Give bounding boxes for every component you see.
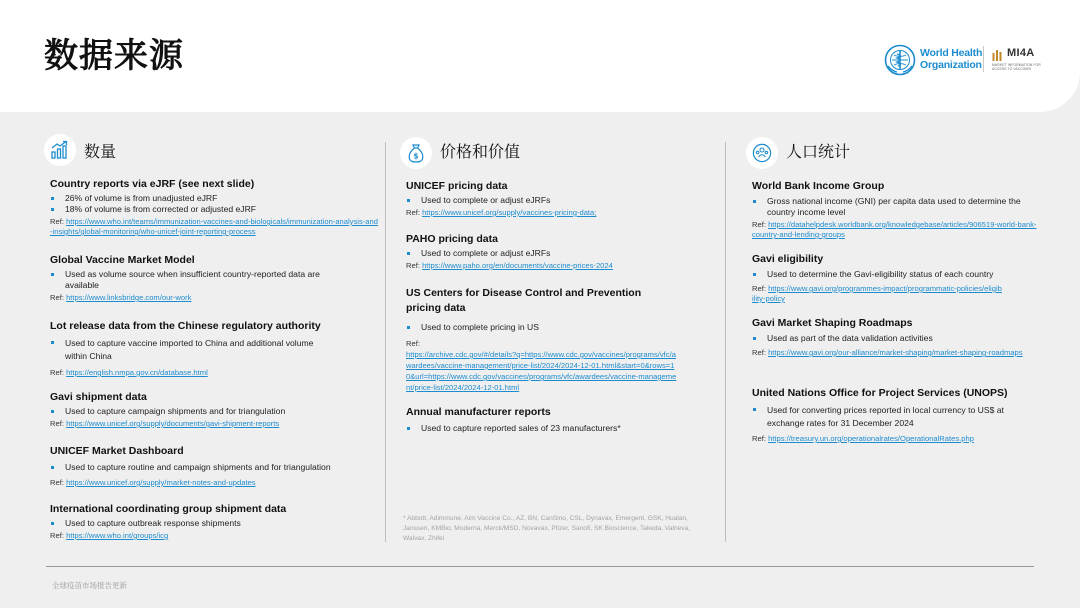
reference: Ref: https://www.unicef.org/supply/vaccines-pricing-data; bbox=[406, 208, 597, 217]
source-block bbox=[50, 253, 378, 303]
bullet-item: 18% of volume is from corrected or adjusted eJRF bbox=[50, 204, 378, 215]
mi4a-wordmark: MI4A bbox=[1007, 47, 1035, 59]
bullet-list bbox=[752, 196, 1040, 218]
bullet-list bbox=[752, 269, 1040, 280]
source-title: Country reports via eJRF (see next slide) bbox=[50, 178, 255, 190]
source-block bbox=[752, 252, 1040, 304]
reference-link[interactable]: https://www.gavi.org/programmes-impact/programmatic-policies/eligibility-policy bbox=[752, 284, 1002, 303]
bullet-list bbox=[50, 193, 378, 215]
bullet-item: 26% of volume is from unadjusted eJRF bbox=[50, 193, 378, 204]
footer-divider bbox=[46, 566, 1034, 567]
reference-link[interactable]: https://www.unicef.org/supply/documents/gavi-shipment-reports bbox=[66, 419, 280, 428]
source-title: United Nations Office for Project Services (UNOPS) bbox=[752, 387, 1008, 399]
logo-divider bbox=[983, 46, 984, 72]
reference-link[interactable]: https://www.unicef.org/supply/vaccines-pricing-data; bbox=[422, 208, 597, 217]
bullet-list bbox=[752, 333, 1040, 344]
source-block bbox=[406, 232, 706, 271]
column-title: 价格和价值 bbox=[440, 142, 521, 161]
source-title: Gavi shipment data bbox=[50, 391, 147, 403]
column-header bbox=[50, 134, 378, 170]
reference: Ref: https://www.gavi.org/our-alliance/market-shaping/market-shaping-roadmaps bbox=[752, 348, 1023, 357]
column-demographics bbox=[752, 134, 1040, 443]
mi4a-bars-icon bbox=[992, 49, 1004, 61]
who-wordmark: World Health Organization bbox=[920, 47, 983, 71]
bullet-list bbox=[406, 195, 706, 206]
svg-text:$: $ bbox=[413, 151, 419, 161]
source-title: Gavi eligibility bbox=[752, 253, 824, 265]
reference-link[interactable]: https://www.gavi.org/our-alliance/market-shaping/market-shaping-roadmaps bbox=[768, 348, 1023, 357]
bullet-item: Used to capture routine and campaign shipments and for triangulation bbox=[50, 462, 378, 473]
people-icon bbox=[746, 137, 778, 169]
source-block bbox=[50, 444, 378, 488]
mi4a-tagline: MARKET INFORMATION FOR ACCESS TO VACCINES bbox=[992, 63, 1041, 71]
source-block bbox=[50, 502, 378, 541]
source-block bbox=[752, 386, 1040, 444]
column-divider bbox=[725, 142, 726, 542]
source-title: UNICEF Market Dashboard bbox=[50, 445, 184, 457]
bullet-item: Used to complete pricing in US bbox=[406, 322, 678, 333]
source-title: PAHO pricing data bbox=[406, 233, 498, 245]
bullet-item: Used to capture reported sales of 23 manufacturers* bbox=[406, 423, 706, 434]
reference: Ref: https://www.gavi.org/programmes-impact/programmatic-policies/eligibility-policy bbox=[752, 284, 1002, 303]
bullet-item: Used to capture vaccine imported to China and additional volume within China bbox=[50, 337, 320, 363]
source-block bbox=[752, 316, 1040, 358]
bullet-list bbox=[50, 269, 320, 291]
reference-link[interactable]: https://datahelpdesk.worldbank.org/knowledgebase/articles/906519-world-bank-country-and-lending-groups bbox=[752, 220, 1037, 239]
column-volume bbox=[50, 134, 378, 540]
bullet-list bbox=[752, 404, 1040, 430]
footer-text: 全球疫苗市场报告更新 bbox=[52, 581, 127, 590]
source-title: UNICEF pricing data bbox=[406, 180, 508, 192]
column-price-value bbox=[406, 134, 706, 433]
reference: Ref: https://treasury.un.org/operationalrates/OperationalRates.php bbox=[752, 434, 974, 443]
source-block bbox=[406, 405, 706, 434]
reference: Ref: https://datahelpdesk.worldbank.org/knowledgebase/articles/906519-world-bank-country-and-lending-groups bbox=[752, 220, 1037, 239]
column-header bbox=[406, 134, 706, 170]
reference: Ref: https://english.nmpa.gov.cn/database.html bbox=[50, 368, 208, 377]
reference: Ref: https://www.who.int/groups/icg bbox=[50, 531, 169, 540]
reference-link[interactable]: https://www.who.int/teams/immunization-vaccines-and-biologicals/immunization-analysis-and-insights/global-monitoring/who-unicef-joint-reporting-process bbox=[50, 217, 378, 236]
money-bag-icon bbox=[400, 137, 432, 169]
source-title: Global Vaccine Market Model bbox=[50, 254, 195, 266]
who-emblem-icon bbox=[884, 44, 916, 76]
reference: Ref: https://www.paho.org/en/documents/vaccine-prices-2024 bbox=[406, 261, 613, 270]
reference-link[interactable]: https://www.paho.org/en/documents/vaccine-prices-2024 bbox=[422, 261, 613, 270]
bullet-item: Used for converting prices reported in local currency to US$ at exchange rates for 31 December 2024 bbox=[752, 404, 1040, 430]
bullet-list bbox=[50, 337, 320, 363]
reference-link[interactable]: https://www.linksbridge.com/our-work bbox=[66, 293, 192, 302]
source-title: Lot release data from the Chinese regulatory authority bbox=[50, 320, 321, 332]
reference-link[interactable]: https://english.nmpa.gov.cn/database.html bbox=[66, 368, 208, 377]
source-title: World Bank Income Group bbox=[752, 180, 885, 192]
reference-link[interactable]: https://archive.cdc.gov/#/details?q=https://www.cdc.gov/vaccines/programs/vfc/awardees/vaccine-management/price-list/2024/2024-12-01.html&start=0&rows=10&url=https://www.cdc.gov/vaccines/programs/vfc/awardees/vaccine-management/price-list/2024/2024-12-01.html bbox=[406, 350, 677, 392]
manufacturer-footnote: * Abbott, Adimmune, Aim Vaccine Co., AZ, BN, CanSino, CSL, Dynavax, Emergent, GSK, Hualan, Janssen, KMBio, Moderna, Merck/MSD, Novavax, Pfizer, Sanofi, SK Bioscience, Takeda, Valneva, Walvax, Zhifei bbox=[403, 515, 691, 542]
bullet-item: Used to capture outbreak response shipments bbox=[50, 518, 378, 529]
bullet-list bbox=[50, 518, 378, 529]
column-header bbox=[752, 134, 1040, 170]
bullet-list bbox=[50, 406, 378, 417]
bullet-list bbox=[406, 423, 706, 434]
bullet-item: Used as part of the data validation activities bbox=[752, 333, 1040, 344]
chart-growth-icon bbox=[44, 134, 76, 166]
bullet-list bbox=[406, 322, 678, 333]
reference-link[interactable]: https://www.who.int/groups/icg bbox=[66, 531, 169, 540]
page-title: 数据来源 bbox=[44, 36, 184, 76]
source-block bbox=[50, 177, 378, 237]
bullet-item: Used to complete or adjust eJRFs bbox=[406, 248, 706, 259]
source-block bbox=[752, 179, 1040, 240]
reference: Ref: https://archive.cdc.gov/#/details?q=https://www.cdc.gov/vaccines/programs/vfc/awardees/vaccine-management/price-list/2024/2024-12-01.html&start=0&rows=10&url=https://www.cdc.gov/vaccines/programs/vfc/awardees/vaccine-management/price-list/2024/2024-12-01.html bbox=[406, 339, 677, 392]
reference: Ref: https://www.unicef.org/supply/documents/gavi-shipment-reports bbox=[50, 419, 280, 428]
column-title: 数量 bbox=[84, 142, 117, 161]
reference-link[interactable]: https://www.unicef.org/supply/market-notes-and-updates bbox=[66, 478, 256, 487]
source-title: Annual manufacturer reports bbox=[406, 406, 551, 418]
source-block bbox=[406, 179, 706, 218]
reference: Ref: https://www.who.int/teams/immunization-vaccines-and-biologicals/immunization-analysis-and-insights/global-monitoring/who-unicef-joint-reporting-process bbox=[50, 217, 378, 236]
bullet-item: Used to determine the Gavi-eligibility status of each country bbox=[752, 269, 1040, 280]
reference: Ref: https://www.unicef.org/supply/market-notes-and-updates bbox=[50, 478, 256, 487]
column-title: 人口统计 bbox=[786, 142, 851, 161]
bullet-item: Used to capture campaign shipments and for triangulation bbox=[50, 406, 378, 417]
source-block bbox=[50, 319, 378, 378]
reference: Ref: https://www.linksbridge.com/our-work bbox=[50, 293, 192, 302]
bullet-item: Used to complete or adjust eJRFs bbox=[406, 195, 706, 206]
bullet-list bbox=[406, 248, 706, 259]
reference-link[interactable]: https://treasury.un.org/operationalrates/OperationalRates.php bbox=[768, 434, 974, 443]
column-divider bbox=[385, 142, 386, 542]
bullet-item: Used as volume source when insufficient country-reported data are available bbox=[50, 269, 320, 291]
bullet-list bbox=[50, 462, 378, 473]
source-block bbox=[406, 286, 678, 393]
source-block bbox=[50, 390, 378, 429]
bullet-item: Gross national income (GNI) per capita data used to determine the country income level bbox=[752, 196, 1040, 218]
source-title: Gavi Market Shaping Roadmaps bbox=[752, 317, 913, 329]
source-title: International coordinating group shipment data bbox=[50, 503, 287, 515]
source-title: US Centers for Disease Control and Prevention pricing data bbox=[406, 287, 642, 314]
header-panel bbox=[0, 0, 1080, 112]
